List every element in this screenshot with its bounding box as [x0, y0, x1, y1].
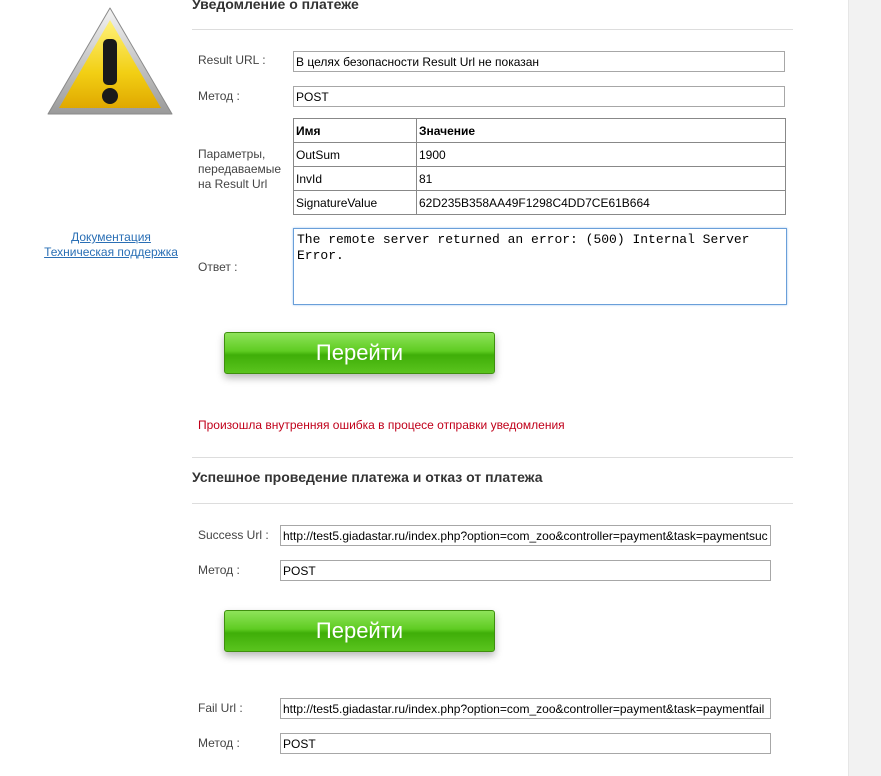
fail-url-field[interactable]: [280, 698, 771, 719]
success-url-field[interactable]: [280, 525, 771, 546]
table-cell: 1900: [417, 143, 786, 167]
result-url-label: Result URL :: [198, 53, 266, 67]
success-fail-title: Успешное проведение платежа и отказ от платежа: [192, 469, 543, 485]
params-table: [293, 118, 786, 215]
method-label: Метод :: [198, 89, 240, 103]
go-button-notification[interactable]: Перейти: [224, 332, 495, 374]
fail-method-field[interactable]: [280, 733, 771, 754]
table-header-name: Имя: [294, 119, 417, 143]
warning-icon: [46, 6, 174, 118]
table-header-value: Значение: [417, 119, 786, 143]
response-label: Ответ :: [198, 260, 238, 274]
error-message: Произошла внутренняя ошибка в процесе отправки уведомления: [198, 418, 565, 432]
support-link[interactable]: Техническая поддержка: [44, 245, 178, 259]
table-cell: 81: [417, 167, 786, 191]
go-button-success[interactable]: Перейти: [224, 610, 495, 652]
sidebar-links: [30, 230, 192, 260]
success-method-label: Метод :: [198, 563, 240, 577]
table-cell: SignatureValue: [294, 191, 417, 215]
documentation-link[interactable]: Документация: [71, 230, 151, 244]
table-header-row: [294, 119, 786, 143]
response-textarea[interactable]: [293, 228, 787, 305]
fail-method-label: Метод :: [198, 736, 240, 750]
success-url-label: Success Url :: [198, 528, 269, 542]
table-cell: OutSum: [294, 143, 417, 167]
divider: [192, 503, 793, 504]
divider: [192, 29, 793, 30]
fail-url-label: Fail Url :: [198, 701, 243, 715]
table-cell: 62D235B358AA49F1298C4DD7CE61B664: [417, 191, 786, 215]
right-gutter: [848, 0, 881, 776]
params-label: Параметры, передаваемые на Result Url: [198, 147, 282, 191]
table-cell: InvId: [294, 167, 417, 191]
table-row: [294, 191, 786, 215]
result-url-field[interactable]: [293, 51, 785, 72]
table-row: [294, 143, 786, 167]
table-row: [294, 167, 786, 191]
success-method-field[interactable]: [280, 560, 771, 581]
divider: [192, 457, 793, 458]
notification-title: Уведомление о платеже: [192, 0, 359, 12]
method-field[interactable]: [293, 86, 785, 107]
